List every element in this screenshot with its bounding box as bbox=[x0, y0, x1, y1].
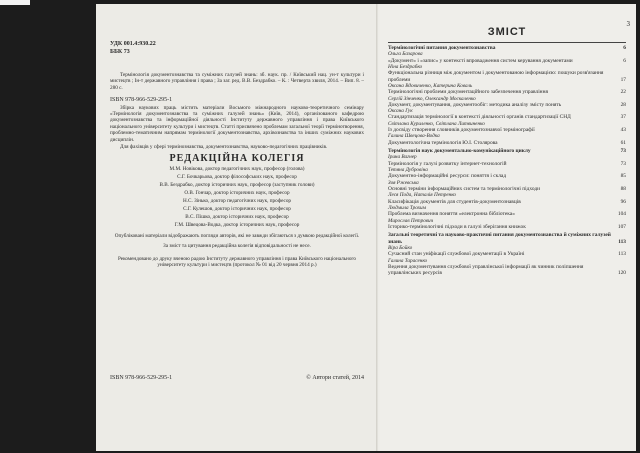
toc-entry[interactable]: Документно-інформаційні ресурси: поняття і склад 85 bbox=[388, 173, 626, 180]
board-member: О.В. Гончар, доктор історичних наук, професор bbox=[184, 189, 290, 196]
toc-entry[interactable]: Документ, документування, документообіг: методика аналізу змісту понять 28 bbox=[388, 101, 626, 108]
bbk-code: ББК 73 bbox=[110, 49, 130, 55]
board-member: С.Г. Бочкарьова, доктор філософських наук, професор bbox=[177, 173, 297, 180]
toc-entry[interactable]: Проблема визначення поняття «електронна бібліотека» 104 bbox=[388, 211, 626, 218]
publication-info: Термінологія документознавства та суміжних галузей знань: зб. наук. пр. / Київський нац. ун-т культури і мистецтв ; Ін-т державного управління і права ; За заг. ред. В.В. Бездрабко. – К. : Четверта хвиля, 2014. – Вип. 8. – 280 с. bbox=[110, 72, 364, 91]
entry-author: Ніна Бездрабко bbox=[388, 64, 423, 71]
entry-author: Людмила Трохим bbox=[388, 204, 426, 211]
left-page bbox=[96, 4, 378, 451]
top-edge-strip bbox=[0, 0, 30, 5]
section-heading[interactable]: Термінологія наук документально-комунікаційного циклу 73 bbox=[388, 148, 626, 155]
entry-author: Віра Бойко bbox=[388, 244, 413, 251]
toc-entry[interactable]: Сучасний стан уніфікації службової документації в Україні 113 bbox=[388, 251, 626, 258]
toc-entry[interactable]: Термінологічні проблеми документаційного забезпечення управління 22 bbox=[388, 89, 626, 96]
toc-entry[interactable]: Класифікація документів для студентів-документознавців 96 bbox=[388, 198, 626, 205]
title-rule bbox=[388, 42, 626, 43]
editorial-board-title: РЕДАКЦІЙНА КОЛЕГІЯ bbox=[169, 153, 305, 165]
toc-entry[interactable]: Із досвіду створення словників документознавчої термінографії 43 bbox=[388, 127, 626, 134]
entry-author: Ольга Базарова bbox=[388, 51, 423, 58]
left-footer bbox=[110, 375, 364, 381]
editorial-board-list bbox=[110, 165, 364, 229]
board-member: С.Г. Кулешов, доктор історичних наук, професор bbox=[183, 205, 291, 212]
board-member: Н.С. Зінько, доктор педагогічних наук, професор bbox=[182, 197, 292, 204]
entry-author: Галина Тарасенко bbox=[388, 257, 428, 264]
classification-codes bbox=[110, 40, 364, 56]
entry-author: Галина Швецова-Водка bbox=[388, 133, 440, 140]
entry-author: Світлана Куриленко, Світлана Литвиненко bbox=[388, 120, 485, 127]
isbn: ISBN 978-966-529-295-1 bbox=[110, 97, 173, 104]
board-member: Г.М. Швецова-Водка, доктор історичних наук, професор bbox=[174, 221, 300, 228]
entry-author: Тетяна Дубровіна bbox=[388, 167, 428, 174]
toc-entry[interactable]: Основні терміни інформаційних систем та термінологічні підходи 88 bbox=[388, 185, 626, 192]
toc-section bbox=[388, 45, 626, 146]
entry-author: Оксана Вдовиченко, Катерина Коваль bbox=[388, 83, 473, 90]
entry-author: Сергій Зінченко, Олександр Москаленко bbox=[388, 95, 476, 102]
board-member: В.С. Пішко, доктор історичних наук, професор bbox=[185, 213, 289, 220]
recommended-note: Рекомендовано до друку вченою радою Інституту державного управління і права Київського національного університету культури і мистецтв (протокол № 01 від 20 червня 2014 р.) bbox=[117, 255, 357, 269]
toc-title: ЗМІСТ bbox=[487, 26, 527, 38]
entry-author: Зоя Ржевська bbox=[388, 179, 419, 186]
toc-entry[interactable]: Термінологія у галузі розвитку інтернет-технологій 73 bbox=[388, 160, 626, 167]
toc-entry[interactable]: Історико-термінологічні підходи в галузі зберігання книжок 107 bbox=[388, 223, 626, 230]
entry-author: Оксана Гук bbox=[388, 108, 413, 115]
toc-entry[interactable]: Стандартизація термінології в контексті діяльності органів стандартизації СНД 37 bbox=[388, 114, 626, 121]
audience-paragraph: Для фахівців у сфері термінознавства, документознавства, науково-педагогічних працівників. bbox=[120, 144, 328, 151]
toc-entry[interactable]: Ведення документування службової управлінської інформації як чинник поліпшення управлінських ресурсів 120 bbox=[388, 263, 626, 277]
entry-author: Ірина Вагнер bbox=[388, 154, 417, 161]
page-number: 3 bbox=[626, 20, 630, 28]
responsibility-note: За зміст та цитування редакційна колегія відповідальності не несе. bbox=[163, 243, 311, 250]
section-heading[interactable]: Термінологічні питання документознавства 6 bbox=[388, 45, 626, 51]
board-member: М.М. Новікова, доктор педагогічних наук, професор (голова) bbox=[169, 165, 305, 172]
udc-code: УДК 001.4:930.22 bbox=[110, 41, 156, 47]
toc-entry[interactable]: Функціональна різниця між документом і документованою інформацією: пошуки розв'язання проблеми 17 bbox=[388, 70, 626, 83]
entry-author: Леся Пода, Наталія Петренко bbox=[388, 192, 457, 199]
abstract-paragraph: Збірка наукових праць містить матеріали Восьмого міжнародного науково-теоретичного семінару «Термінологія документознавства та суміжних галузей знань» (Київ, 2014), організованого кафедрою документознавства та інформаційної діяльності Інституту державного управління і права Київського національного університету культури і мистецтв. Статті присвячено проблемам загальної теорії термінотворення, проблемно-тематичним напрямам термінології документознавства, архівознавства та інших суміжних наукових дисциплін. bbox=[110, 104, 364, 143]
copyright: © Автори статей, 2014 bbox=[306, 375, 364, 381]
disclaimer-note: Опубліковані матеріали відображають погляди авторів, які не завжди збігаються з думкою редакційної колегії. bbox=[114, 232, 360, 239]
board-member: В.В. Бездрабко, доктор історичних наук, професор (заступник голови) bbox=[159, 181, 315, 188]
entry-author: Мирослав Петрович bbox=[388, 217, 434, 224]
toc-entry[interactable]: «Документ» і «запис» у контексті впровадження систем керування документами 6 bbox=[388, 57, 626, 64]
toc-section bbox=[388, 232, 626, 276]
isbn-bottom: ISBN 978-966-529-295-1 bbox=[110, 375, 173, 381]
toc-entry[interactable]: Документологічна термінологія Ю.І. Столярова 61 bbox=[388, 139, 626, 146]
section-heading[interactable]: Загальні теоретичні та науково-практичні питання документознавства й суміжних галузей знань 113 bbox=[388, 232, 626, 245]
toc-section bbox=[388, 148, 626, 230]
right-page bbox=[380, 4, 636, 451]
